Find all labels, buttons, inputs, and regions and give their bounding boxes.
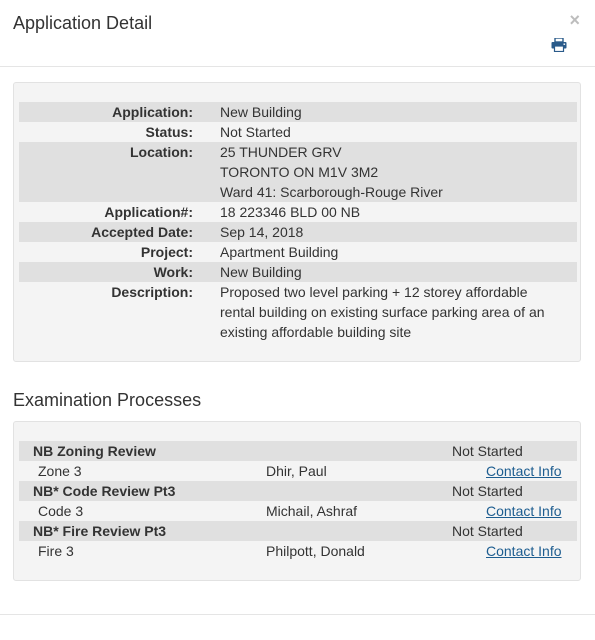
process-sub-area: Fire 3 xyxy=(38,543,74,559)
value-project: Apartment Building xyxy=(220,244,339,260)
examiner-row-code xyxy=(19,501,577,521)
close-button[interactable]: × xyxy=(569,10,580,30)
process-row-fire xyxy=(19,521,577,541)
contact-info-link[interactable]: Contact Info xyxy=(486,543,562,559)
location-line-street: 25 THUNDER GRV xyxy=(220,144,342,160)
process-sub-area: Zone 3 xyxy=(38,463,82,479)
detail-row-status xyxy=(19,122,577,142)
examiner-row-fire xyxy=(19,541,577,561)
detail-row-accepted-date xyxy=(19,222,577,242)
value-status: Not Started xyxy=(220,124,291,140)
location-line-ward: Ward 41: Scarborough-Rouge River xyxy=(220,184,443,200)
detail-row-project xyxy=(19,242,577,262)
detail-row-location xyxy=(19,142,577,202)
value-accepted-date: Sep 14, 2018 xyxy=(220,224,304,240)
value-description: Proposed two level parking + 12 storey affordable rental building on existing surface parking area of an existing affordable building site xyxy=(220,284,545,340)
examiner-row-zoning xyxy=(19,461,577,481)
detail-row-application-number xyxy=(19,202,577,222)
process-status: Not Started xyxy=(452,523,523,539)
label-description: Description: xyxy=(111,284,193,300)
examiner-name: Philpott, Donald xyxy=(266,543,365,559)
process-row-code xyxy=(19,481,577,501)
process-name: NB Zoning Review xyxy=(33,443,156,459)
examiner-name: Michail, Ashraf xyxy=(266,503,358,519)
process-status: Not Started xyxy=(452,443,523,459)
examination-processes-panel xyxy=(13,421,581,581)
examiner-name: Dhir, Paul xyxy=(266,463,327,479)
label-application: Application: xyxy=(112,104,193,120)
label-accepted-date: Accepted Date: xyxy=(91,224,193,240)
location-line-city: TORONTO ON M1V 3M2 xyxy=(220,164,379,180)
label-status: Status: xyxy=(145,124,193,140)
label-application-number: Application#: xyxy=(104,204,193,220)
value-work: New Building xyxy=(220,264,302,280)
process-sub-area: Code 3 xyxy=(38,503,84,519)
detail-row-application xyxy=(19,102,577,122)
modal-footer-divider xyxy=(0,614,595,615)
contact-info-link[interactable]: Contact Info xyxy=(486,503,562,519)
label-work: Work: xyxy=(153,264,193,280)
examination-processes-title: Examination Processes xyxy=(13,390,202,410)
label-location: Location: xyxy=(130,144,193,160)
modal-title: Application Detail xyxy=(13,13,153,33)
value-location xyxy=(220,142,565,202)
contact-info-link[interactable]: Contact Info xyxy=(486,463,562,479)
process-row-zoning xyxy=(19,441,577,461)
process-status: Not Started xyxy=(452,483,523,499)
printer-icon[interactable] xyxy=(551,38,567,52)
detail-row-work xyxy=(19,262,577,282)
modal-header xyxy=(0,0,595,67)
value-application-number: 18 223346 BLD 00 NB xyxy=(220,204,361,220)
application-detail-panel xyxy=(13,82,581,362)
label-project: Project: xyxy=(140,244,193,260)
value-application: New Building xyxy=(220,104,302,120)
detail-row-description xyxy=(19,282,577,342)
process-name: NB* Code Review Pt3 xyxy=(33,483,176,499)
process-name: NB* Fire Review Pt3 xyxy=(33,523,167,539)
